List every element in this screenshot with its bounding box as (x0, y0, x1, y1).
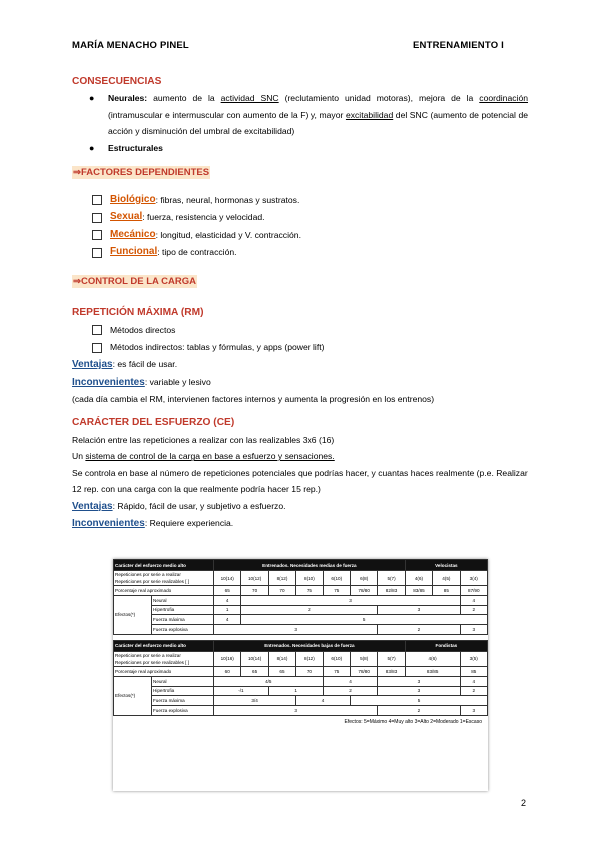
rm-ventajas (72, 356, 528, 373)
table-cell: 10(14) (241, 651, 268, 666)
table-cell: 65 (214, 586, 241, 596)
table-cell: 65 (268, 666, 295, 676)
table-cell: 3/4 (214, 696, 296, 706)
inconvenientes-label: Inconvenientes (72, 376, 145, 388)
factor-item (72, 226, 528, 244)
table-cell: 85 (460, 666, 487, 676)
table-cell: 4(6) (405, 571, 432, 586)
row-label: Efectos(*) (114, 595, 152, 634)
table-cell: 6(8) (350, 571, 377, 586)
table-cell: 60 (214, 666, 241, 676)
row-label: Repeticiones por serie a realizar (115, 652, 181, 658)
neurales-text: (reclutamiento unidad motoras), mejora de la (278, 93, 480, 104)
ventajas-label: Ventajas (72, 500, 113, 512)
rm-inconvenientes (72, 374, 528, 391)
factor-term: Funcional (110, 246, 158, 258)
table-cell (114, 571, 214, 586)
table-cell: 10(16) (214, 651, 241, 666)
factor-desc: : fuerza, resistencia y velocidad. (142, 212, 265, 223)
neurales-text: del SNC (aumento de potencial de acción y disminución del umbral de excitabilidad) (108, 109, 528, 137)
factor-desc: : longitud, elasticidad y V. contracción. (155, 229, 301, 240)
checkbox-icon[interactable] (92, 213, 102, 223)
table-cell: 3 (460, 625, 487, 635)
table-row (114, 651, 488, 666)
table-cell: 8(12) (296, 651, 323, 666)
effort-table (113, 559, 488, 716)
table-row (114, 605, 488, 615)
table-cell: 3 (241, 595, 460, 605)
table-cell: 4 (323, 676, 378, 686)
neurales-underline-2: coordinación (479, 93, 529, 104)
table-cell: 87/90 (460, 586, 487, 596)
table-cell: 75 (323, 666, 350, 676)
table-row (114, 625, 488, 635)
checkbox-icon[interactable] (92, 343, 102, 353)
table-cell: 78/80 (350, 586, 377, 596)
factor-item (72, 209, 528, 227)
table-cell: 4 (296, 696, 351, 706)
row-label: Efectos(*) (114, 676, 152, 715)
table-cell: 82/83 (378, 586, 405, 596)
ce-ventajas (72, 498, 528, 515)
table-cell: 83/85 (405, 666, 460, 676)
table-cell: 1 (214, 605, 241, 615)
ventajas-label: Ventajas (72, 359, 113, 371)
table-cell (114, 651, 214, 666)
table-cell: 1 (268, 686, 323, 696)
table-cell: 10(14) (214, 571, 241, 586)
table-header: Carácter del esfuerzo medio alto (114, 560, 214, 571)
table-footer: Efectos: 5=Máximo 4=Muy alto 3=Alto 2=Moderado 1=Escaso (344, 718, 482, 725)
table-cell: 3 (378, 676, 460, 686)
page-number: 2 (521, 798, 527, 808)
table-cell: 10(12) (241, 571, 268, 586)
estructurales-label: Estructurales (108, 142, 163, 153)
row-label: Porcentaje real aproximado (114, 586, 214, 596)
table-cell: 75 (323, 586, 350, 596)
neurales-bullet (72, 90, 528, 139)
factor-term: Sexual (110, 211, 143, 223)
rm-title: REPETICIÓN MÁXIMA (RM) (72, 306, 204, 318)
table-cell: 70 (296, 666, 323, 676)
table-cell: 2 (241, 605, 378, 615)
factor-term: Mecánico (110, 228, 156, 240)
neurales-text: aumento de la (147, 93, 221, 104)
neurales-label: Neurales: (108, 93, 148, 104)
bullet-dot-icon: ● (89, 142, 95, 153)
table-cell: 2 (460, 686, 487, 696)
ce-title: CARÁCTER DEL ESFUERZO (CE) (72, 417, 235, 429)
checkbox-icon[interactable] (92, 230, 102, 240)
row-label: Hipertrofia (152, 605, 214, 615)
header-author: MARÍA MENACHO PINEL (72, 40, 189, 51)
table-cell: 5(7) (378, 651, 405, 666)
ventajas-text: : Rápido, fácil de usar, y subjetivo a esfuerzo. (112, 500, 286, 511)
row-label: Fuerza máxima (152, 696, 214, 706)
ce-underline: sistema de control de la carga en base a esfuerzo y sensaciones. (85, 451, 335, 462)
table-row (114, 586, 488, 596)
table-row (114, 696, 488, 706)
table-cell: 3 (214, 625, 378, 635)
table-cell: 2 (378, 625, 460, 635)
table-cell: 4 (460, 595, 487, 605)
table-cell: -/1 (214, 686, 269, 696)
ce-text: Un (72, 451, 86, 462)
table-cell: 4/5 (214, 676, 324, 686)
table-row (114, 640, 488, 651)
table-cell: 3 (460, 706, 487, 716)
table-cell: 70 (241, 586, 268, 596)
checkbox-icon[interactable] (92, 325, 102, 335)
rm-method (72, 339, 528, 357)
table-cell: 70 (268, 586, 295, 596)
inconvenientes-text: : variable y lesivo (144, 376, 211, 387)
table-cell: 75 (296, 586, 323, 596)
neurales-underline-1: actividad SNC (220, 93, 279, 104)
ce-line: Se controla en base al número de repeticiones potenciales que podrías hacer, y cuantas haces realmente (p.e. Realizar 12 rep. con una carga con la que realmente podría hacer 15 rep.) (72, 467, 528, 495)
table-row (114, 686, 488, 696)
table-cell: 6(10) (323, 651, 350, 666)
table-cell: 3 (378, 686, 460, 696)
table-cell: 6(10) (323, 571, 350, 586)
table-cell: 2 (323, 686, 378, 696)
factor-term: Biológico (110, 193, 156, 205)
inconvenientes-label: Inconvenientes (72, 517, 145, 529)
table-cell: 4(6) (405, 651, 460, 666)
row-label: Repeticiones por serie a realizar (115, 572, 181, 577)
row-label: Hipertrofia (152, 686, 214, 696)
table-cell: 8(10) (296, 571, 323, 586)
table-header: Entrenados. Necesidades bajas de fuerza (214, 640, 406, 651)
table-cell: 4 (214, 615, 241, 625)
table-row (114, 595, 488, 605)
row-label: Neural (152, 595, 214, 605)
table-cell: 3 (214, 706, 378, 716)
rm-method-label: Métodos indirectos: tablas y fórmulas, y apps (power lift) (110, 342, 325, 353)
table-cell: 5 (350, 696, 487, 706)
table-row (114, 676, 488, 686)
table-cell: 3(5) (460, 651, 487, 666)
table-cell: 4(5) (433, 571, 460, 586)
factor-desc: : tipo de contracción. (157, 247, 237, 258)
row-label: Fuerza explosiva (152, 625, 214, 635)
table-cell: 5(7) (378, 571, 405, 586)
row-label: Fuerza máxima (152, 615, 214, 625)
table-cell: 3(4) (460, 571, 487, 586)
row-label: Porcentaje real aproximado (114, 666, 214, 676)
table-cell: 2 (378, 706, 460, 716)
rm-method-label: Métodos directos (110, 324, 176, 335)
table-header: Entrenados. Necesidades medias de fuerza (214, 560, 406, 571)
table-row (114, 666, 488, 676)
row-label: Neural (152, 676, 214, 686)
table-cell: 8(14) (268, 651, 295, 666)
table-header: Carácter del esfuerzo medio alto (114, 640, 214, 651)
table-row (114, 571, 488, 586)
rm-note: (cada día cambia el RM, intervienen factores internos y aumenta la progresión en los entrenos) (72, 394, 435, 405)
table-cell: 3 (378, 605, 460, 615)
control-title: ⇒CONTROL DE LA CARGA (73, 276, 197, 288)
ce-inconvenientes (72, 515, 528, 532)
consecuencias-title: CONSECUENCIAS (72, 76, 162, 87)
table-cell: 8(12) (268, 571, 295, 586)
table-cell: 2 (460, 605, 487, 615)
row-label: Repeticiones por serie realizables [ ] (115, 659, 190, 665)
table-row (114, 706, 488, 716)
table-cell: 4 (460, 676, 487, 686)
table-header: Velocistas (405, 560, 487, 571)
factor-item (72, 191, 528, 209)
table-row (114, 615, 488, 625)
checkbox-icon[interactable] (92, 195, 102, 205)
rm-method (72, 321, 528, 339)
table-cell: 83/85 (405, 586, 432, 596)
effort-table-image (113, 559, 488, 791)
inconvenientes-text: : Requiere experiencia. (144, 517, 234, 528)
ce-line: Relación entre las repeticiones a realizar con las realizables 3x6 (16) (72, 434, 335, 445)
factores-title: ⇒FACTORES DEPENDIENTES (73, 167, 210, 179)
header-subject: ENTRENAMIENTO I (413, 40, 504, 51)
row-label: Fuerza explosiva (152, 706, 214, 716)
table-cell: 78/80 (350, 666, 377, 676)
bullet-dot-icon: ● (89, 93, 95, 104)
factor-desc: : fibras, neural, hormonas y sustratos. (155, 194, 300, 205)
table-cell: 5 (241, 615, 488, 625)
factor-item (72, 244, 528, 262)
neurales-underline-3: excitabilidad (345, 109, 394, 120)
table-cell: 4 (214, 595, 241, 605)
checkbox-icon[interactable] (92, 248, 102, 258)
estructurales-bullet (72, 140, 528, 156)
table-header: Fondistas (405, 640, 487, 651)
neurales-text: (intramuscular e intermuscular con aumento de la F) y, mayor (108, 109, 346, 120)
table-cell: 5(8) (350, 651, 377, 666)
ventajas-text: : es fácil de usar. (112, 359, 178, 370)
row-label: Repeticiones por serie realizables [ ] (115, 579, 190, 584)
table-cell: 65 (241, 666, 268, 676)
table-cell: 83/83 (378, 666, 405, 676)
table-cell: 85 (433, 586, 460, 596)
table-row (114, 560, 488, 571)
ce-line (72, 448, 528, 464)
page-body (72, 74, 528, 532)
